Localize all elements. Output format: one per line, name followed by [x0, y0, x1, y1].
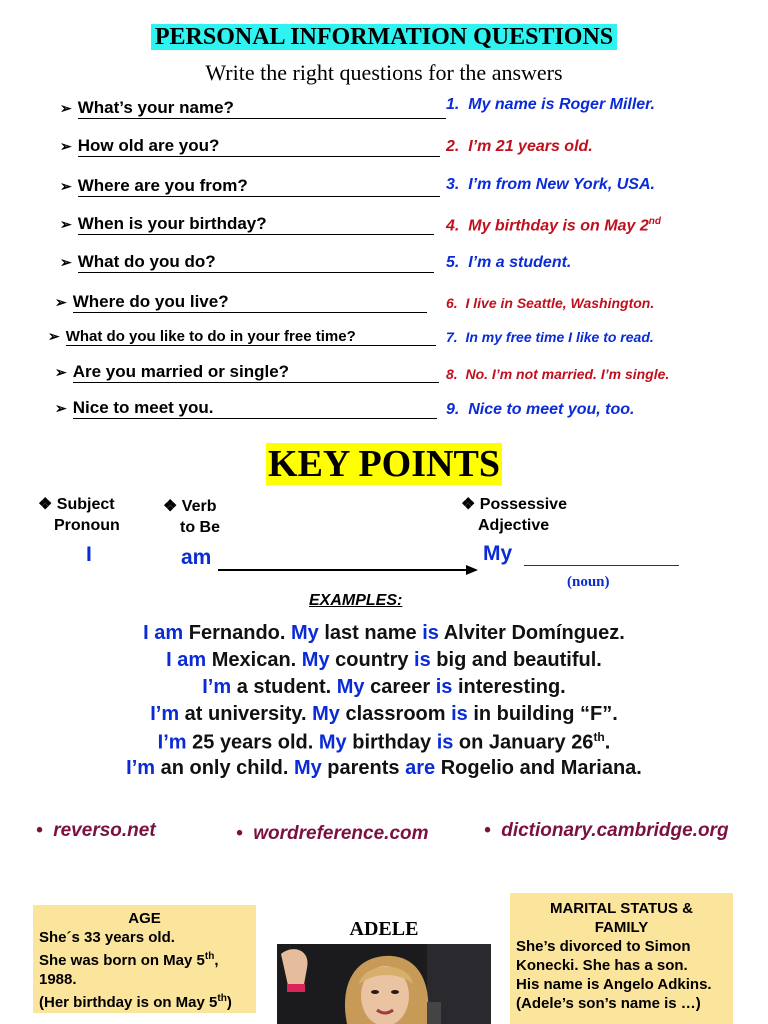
arrow-icon: ➢	[60, 138, 72, 154]
link-cambridge[interactable]: • dictionary.cambridge.org	[484, 820, 729, 841]
answer-6: 6. I live in Seattle, Washington.	[446, 295, 655, 311]
answer-3: 3. I’m from New York, USA.	[446, 176, 655, 193]
arrow-icon: ➢	[48, 328, 60, 344]
arrow-icon: ➢	[60, 254, 72, 270]
arrow-icon: ➢	[55, 400, 67, 416]
answer-1: 1. My name is Roger Miller.	[446, 96, 655, 113]
answer-4: 4. My birthday is on May 2nd	[446, 216, 661, 235]
photo-caption: ADELE	[349, 918, 419, 940]
diamond-bullet-icon: ❖	[461, 496, 476, 513]
arrow-icon: ➢	[60, 100, 72, 116]
age-line-3: 1988.	[39, 971, 77, 988]
link-wordreference[interactable]: • wordreference.com	[236, 823, 429, 844]
question-2: ➢ How old are you?	[60, 136, 440, 157]
question-7: ➢ What do you like to do in your free time?	[48, 328, 436, 346]
marital-line-1: She’s divorced to Simon	[516, 938, 691, 955]
adele-photo	[277, 944, 491, 1024]
question-9: ➢ Nice to meet you.	[55, 398, 437, 419]
answer-8: 8. No. I’m not married. I’m single.	[446, 366, 670, 382]
age-line-4: (Her birthday is on May 5th)	[39, 993, 232, 1011]
link-reverso[interactable]: • reverso.net	[36, 820, 156, 841]
verb-example: am	[181, 546, 212, 569]
arrow-icon: ➢	[55, 294, 67, 310]
possessive-adjective-label: ❖ Possessive Adjective	[461, 496, 567, 534]
diamond-bullet-icon: ❖	[163, 498, 178, 515]
page-title: PERSONAL INFORMATION QUESTIONS	[0, 24, 768, 51]
question-8: ➢ Are you married or single?	[55, 362, 439, 383]
age-box	[33, 905, 256, 1013]
possessive-example: My	[483, 542, 513, 565]
example-sentence-6: I’m an only child. My parents are Rogelio and Mariana.	[126, 757, 642, 779]
question-1: ➢ What’s your name?	[60, 98, 446, 119]
marital-line-2: Konecki. She has a son.	[516, 957, 688, 974]
arrow-icon: ➢	[60, 216, 72, 232]
age-heading: AGE	[128, 910, 161, 927]
age-line-2: She was born on May 5th,	[39, 951, 219, 969]
key-points-title: KEY POINTS	[268, 443, 500, 485]
marital-line-3: His name is Angelo Adkins.	[516, 976, 712, 993]
age-line-1: She´s 33 years old.	[39, 929, 175, 946]
arrow-icon: ➢	[55, 364, 67, 380]
marital-heading-1: MARITAL STATUS &	[549, 900, 694, 917]
question-6: ➢ Where do you live?	[55, 292, 427, 313]
arrow-line-icon	[216, 563, 480, 577]
example-sentence-4: I’m at university. My classroom is in building “F”.	[150, 703, 618, 725]
answer-2: 2. I’m 21 years old.	[446, 138, 593, 155]
noun-blank-line	[524, 565, 679, 566]
diamond-bullet-icon: ❖	[38, 496, 53, 513]
answer-5: 5. I’m a student.	[446, 254, 572, 271]
example-sentence-1: I am Fernando. My last name is Alviter Domínguez.	[143, 622, 625, 644]
examples-label: EXAMPLES:	[309, 592, 403, 609]
verb-label: ❖ Verb to Be	[163, 498, 220, 536]
noun-label: (noun)	[567, 574, 610, 590]
marital-heading-2: FAMILY	[594, 919, 649, 936]
pronoun-example: I	[86, 543, 92, 566]
example-sentence-5: I’m 25 years old. My birthday is on January 26th.	[157, 730, 611, 754]
page-subtitle: Write the right questions for the answers	[205, 60, 563, 85]
answer-7: 7. In my free time I like to read.	[446, 329, 654, 345]
example-sentence-3: I’m a student. My career is interesting.	[202, 676, 566, 698]
marital-status-box	[510, 893, 733, 1024]
arrow-icon: ➢	[60, 178, 72, 194]
example-sentence-2: I am Mexican. My country is big and beautiful.	[166, 649, 602, 671]
question-5: ➢ What do you do?	[60, 252, 434, 273]
question-4: ➢ When is your birthday?	[60, 214, 434, 235]
answer-9: 9. Nice to meet you, too.	[446, 401, 635, 418]
question-3: ➢ Where are you from?	[60, 176, 440, 197]
subject-pronoun-label: ❖ Subject Pronoun	[38, 496, 120, 534]
marital-line-4: (Adele’s son’s name is …)	[516, 995, 701, 1012]
